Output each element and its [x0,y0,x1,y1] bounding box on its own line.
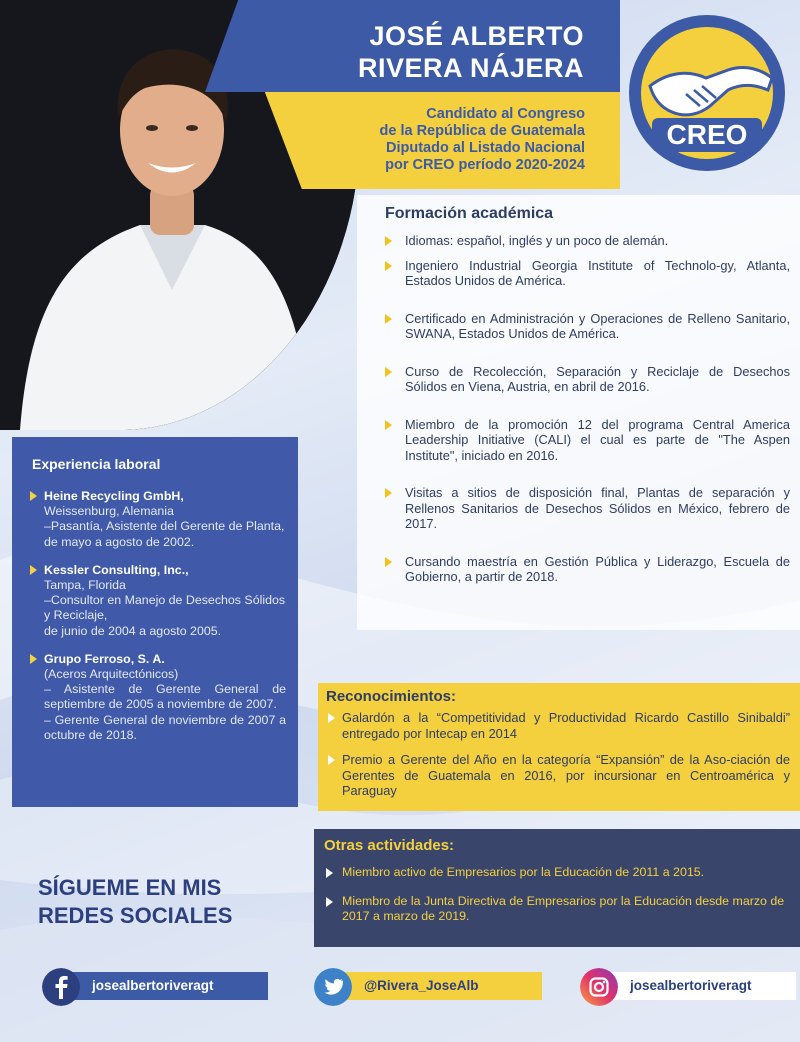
bullet-icon [385,557,392,567]
formacion-item: Idiomas: español, inglés y un poco de alemán. [385,233,790,249]
reconocimientos-panel [318,683,800,811]
bullet-icon [385,420,392,430]
name-line-1: JOSÉ ALBERTO [369,21,584,51]
twitter-icon [314,968,352,1006]
instagram-handle[interactable]: josealbertoriveragt [598,972,796,1000]
bullet-icon [385,261,392,271]
otras-actividades-panel [314,829,800,947]
bullet-icon [326,868,333,878]
twitter-handle[interactable]: @Rivera_JoseAlb [332,972,542,1000]
bullet-icon [328,755,335,765]
reconocimiento-item: Premio a Gerente del Año en la categoría “Expansión” de la Aso-ciación de Gerentes de Guatemala en 2016, por incursionar en Centroamérica y Paraguay [328,752,790,799]
instagram-icon [580,968,618,1006]
bullet-icon [385,314,392,324]
bullet-icon [30,654,37,664]
follow-line-1: SÍGUEME EN MIS [38,875,222,900]
formacion-item: Curso de Recolección, Separación y Reciclaje de Desechos Sólidos en Viena, Austria, en abril de 2016. [385,364,790,395]
formacion-item: Cursando maestría en Gestión Pública y Liderazgo, Escuela de Gobierno, a partir de 2018. [385,554,790,585]
bullet-icon [326,897,333,907]
creo-logo [628,14,786,172]
reconocimientos-title: Reconocimientos: [326,688,457,705]
bullet-icon [385,367,392,377]
candidate-name [358,20,584,84]
otras-actividades-list [326,865,792,925]
instagram-link[interactable] [580,968,798,1004]
follow-line-2: REDES SOCIALES [38,903,233,928]
reconocimiento-item: Galardón a la “Competitividad y Productividad Ricardo Castillo Sinibaldi” entregado por Intecap en 2014 [328,710,790,741]
facebook-link[interactable] [42,968,272,1004]
bullet-icon [30,565,37,575]
company-name: Grupo Ferroso, S. A. [44,651,165,666]
formacion-item: Certificado en Administración y Operaciones de Relleno Sanitario, SWANA, Estados Unidos de América. [385,311,790,342]
bullet-icon [328,713,335,723]
logo-text: CREO [666,119,748,150]
candidacy-line-3: Diputado al Listado Nacional [386,140,585,156]
twitter-link[interactable] [314,968,544,1004]
formacion-panel [357,195,800,630]
otras-actividades-item: Miembro de la Junta Directiva de Empresarios por la Educación desde marzo de 2017 a marzo de 2019. [326,894,792,925]
facebook-handle[interactable]: josealbertoriveragt [60,972,268,1000]
bullet-icon [30,491,37,501]
facebook-icon [42,968,80,1006]
experiencia-list [30,489,286,756]
name-line-2: RIVERA NÁJERA [357,53,584,83]
experiencia-item: Heine Recycling GmbH, Weissenburg, Alemania –Pasantía, Asistente del Gerente de Planta, de mayo a agosto de 2002. [30,489,286,550]
candidacy-line-4: por CREO período 2020-2024 [385,157,585,173]
formacion-item: Miembro de la promoción 12 del programa Central America Leadership Initiative (CALI) el cual es parte de "The Aspen Institute", iniciado en 2016. [385,417,790,464]
formacion-item: Visitas a sitios de disposición final, Plantas de separación y Rellenos Sanitarios de Desechos Sólidos en México, febrero de 2017. [385,485,790,532]
reconocimientos-list [328,710,790,799]
otras-actividades-title: Otras actividades: [324,837,455,854]
experiencia-item: Kessler Consulting, Inc., Tampa, Florida –Consultor en Manejo de Desechos Sólidos y Reciclaje, de junio de 2004 a agosto 2005. [30,563,286,639]
experiencia-panel [12,437,298,807]
experiencia-title: Experiencia laboral [32,456,161,472]
company-name: Heine Recycling GmbH, [44,489,184,503]
candidacy-text [380,106,586,174]
formacion-list [385,233,790,585]
bullet-icon [385,488,392,498]
follow-heading [38,874,232,930]
formacion-title: Formación académica [385,205,554,222]
company-name: Kessler Consulting, Inc., [44,562,189,577]
candidacy-line-2: de la República de Guatemala [379,123,585,139]
bullet-icon [385,236,392,246]
otras-actividades-item: Miembro activo de Empresarios por la Educación de 2011 a 2015. [326,865,792,881]
candidacy-line-1: Candidato al Congreso [426,106,585,122]
experiencia-item: Grupo Ferroso, S. A. (Aceros Arquitectónicos) – Asistente de Gerente General de septiembre de 2005 a noviembre de 2007. – Gerente General de noviembre de 2007 a octubre de 2018. [30,652,286,743]
formacion-item: Ingeniero Industrial Georgia Institute of Technolo-gy, Atlanta, Estados Unidos de América. [385,258,790,289]
